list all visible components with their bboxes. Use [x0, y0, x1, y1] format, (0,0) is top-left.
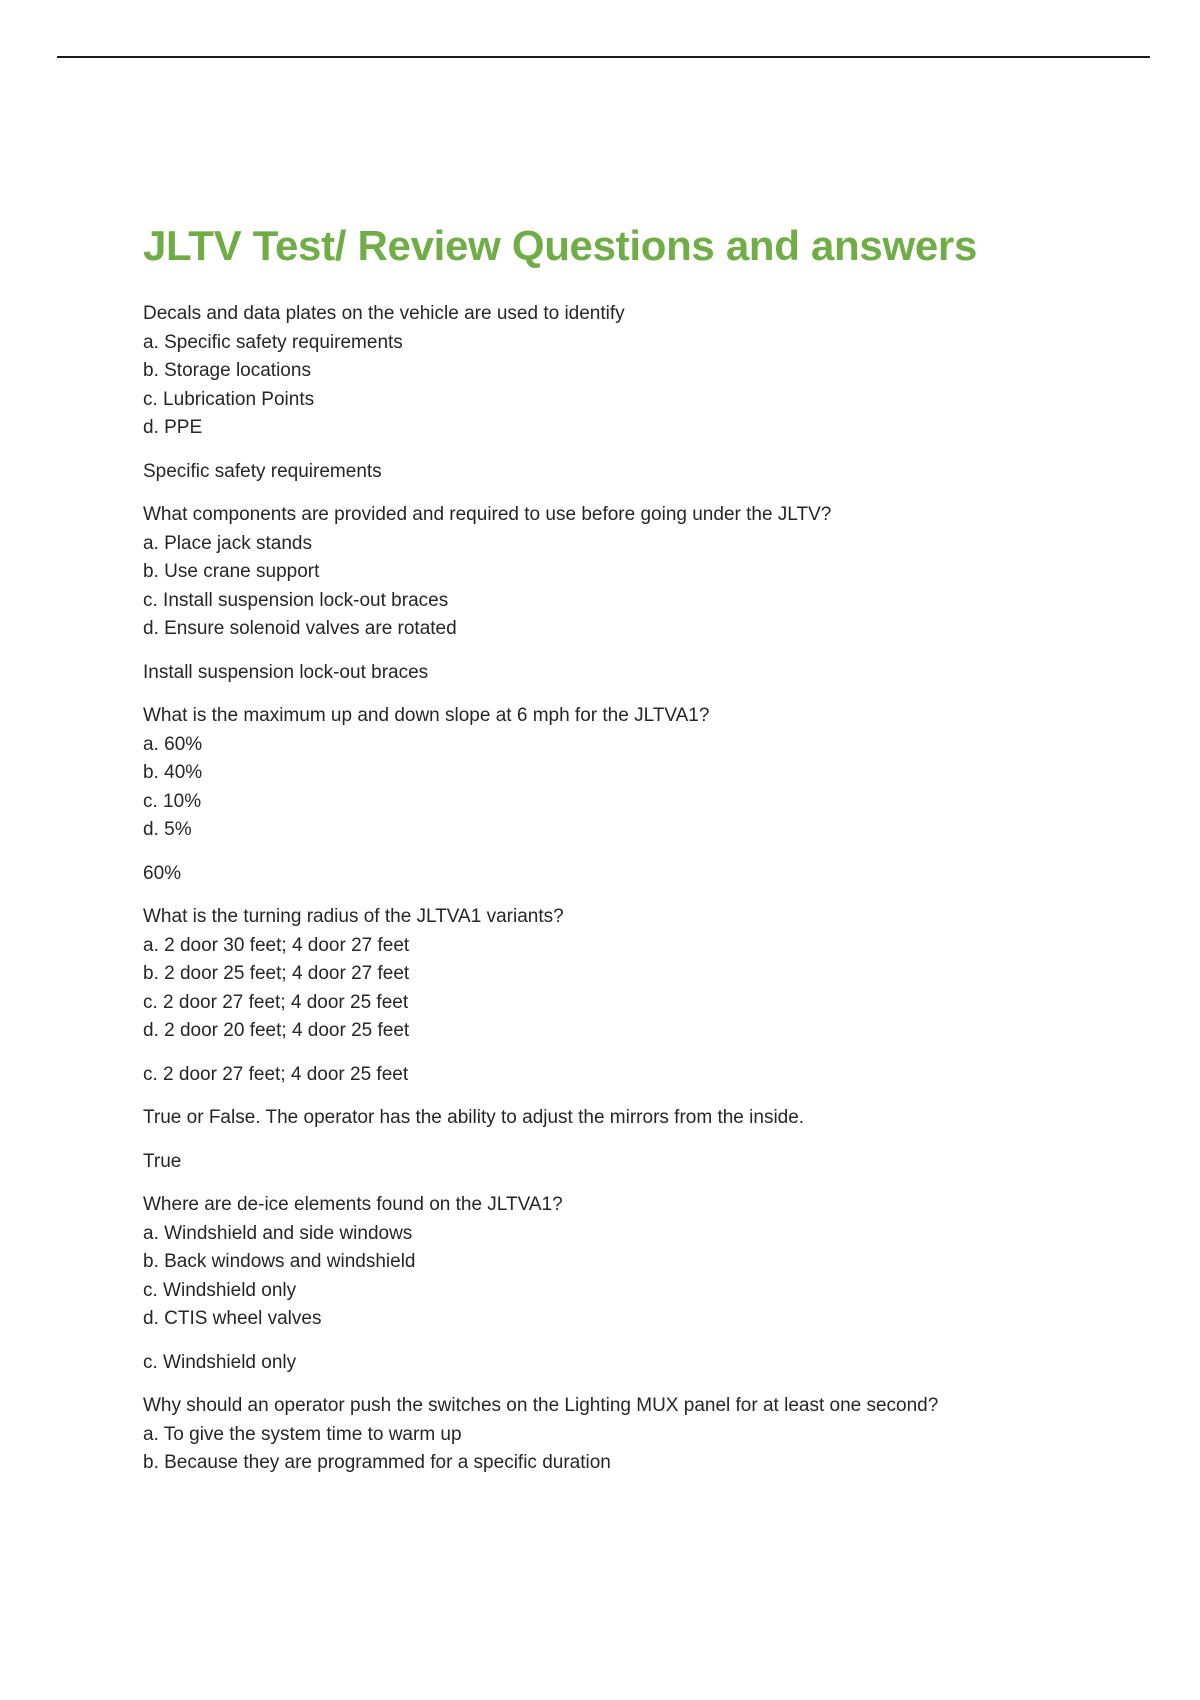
answer-option: b. Back windows and windshield [143, 1251, 416, 1272]
qa-item [143, 1191, 1143, 1377]
answer-option: d. Ensure solenoid valves are rotated [143, 618, 457, 639]
correct-answer: c. Windshield only [143, 1351, 297, 1373]
correct-answer: True [143, 1150, 182, 1172]
correct-answer: c. 2 door 27 feet; 4 door 25 feet [143, 1063, 409, 1085]
answer-option: a. Windshield and side windows [143, 1222, 413, 1244]
answer-option: a. Specific safety requirements [143, 331, 403, 353]
correct-answer: Specific safety requirements [143, 460, 382, 482]
answer-option: d. 2 door 20 feet; 4 door 25 feet [143, 1020, 410, 1041]
answer-option: c. 10% [143, 790, 202, 812]
correct-answer: 60% [143, 862, 182, 884]
answer-option: c. Windshield only [143, 1279, 297, 1301]
answer-option: a. 2 door 30 feet; 4 door 27 feet [143, 934, 410, 956]
question-text: Where are de-ice elements found on the JLTVA1? [143, 1194, 563, 1215]
qa-item [143, 1392, 1143, 1478]
answer-option: c. Lubrication Points [143, 388, 315, 410]
correct-answer: Install suspension lock-out braces [143, 661, 429, 683]
question-text: What components are provided and required to use before going under the JLTV? [143, 504, 832, 525]
question-text: Decals and data plates on the vehicle are used to identify [143, 303, 625, 324]
question-text: What is the turning radius of the JLTVA1 variants? [143, 906, 564, 927]
answer-option: b. Storage locations [143, 360, 311, 381]
answer-option: b. Use crane support [143, 561, 320, 582]
qa-item [143, 1104, 1143, 1176]
top-divider [57, 56, 1150, 58]
question-text: True or False. The operator has the ability to adjust the mirrors from the inside. [143, 1107, 805, 1128]
answer-option: c. 2 door 27 feet; 4 door 25 feet [143, 991, 409, 1013]
document-title: JLTV Test/ Review Questions and answers [143, 222, 978, 269]
document-body [143, 220, 1143, 1478]
answer-option: a. To give the system time to warm up [143, 1423, 462, 1445]
answer-option: a. 60% [143, 733, 203, 755]
answer-option: d. 5% [143, 819, 192, 840]
qa-item [143, 903, 1143, 1089]
question-text: Why should an operator push the switches on the Lighting MUX panel for at least one second? [143, 1395, 939, 1416]
answer-option: a. Place jack stands [143, 532, 312, 554]
qa-item [143, 300, 1143, 486]
answer-option: d. CTIS wheel valves [143, 1308, 322, 1329]
answer-option: b. 40% [143, 762, 203, 783]
qa-item [143, 501, 1143, 687]
answer-option: b. 2 door 25 feet; 4 door 27 feet [143, 963, 410, 984]
answer-option: b. Because they are programmed for a specific duration [143, 1452, 611, 1473]
answer-option: d. PPE [143, 417, 203, 438]
qa-item [143, 702, 1143, 888]
question-text: What is the maximum up and down slope at 6 mph for the JLTVA1? [143, 705, 710, 726]
answer-option: c. Install suspension lock-out braces [143, 589, 449, 611]
